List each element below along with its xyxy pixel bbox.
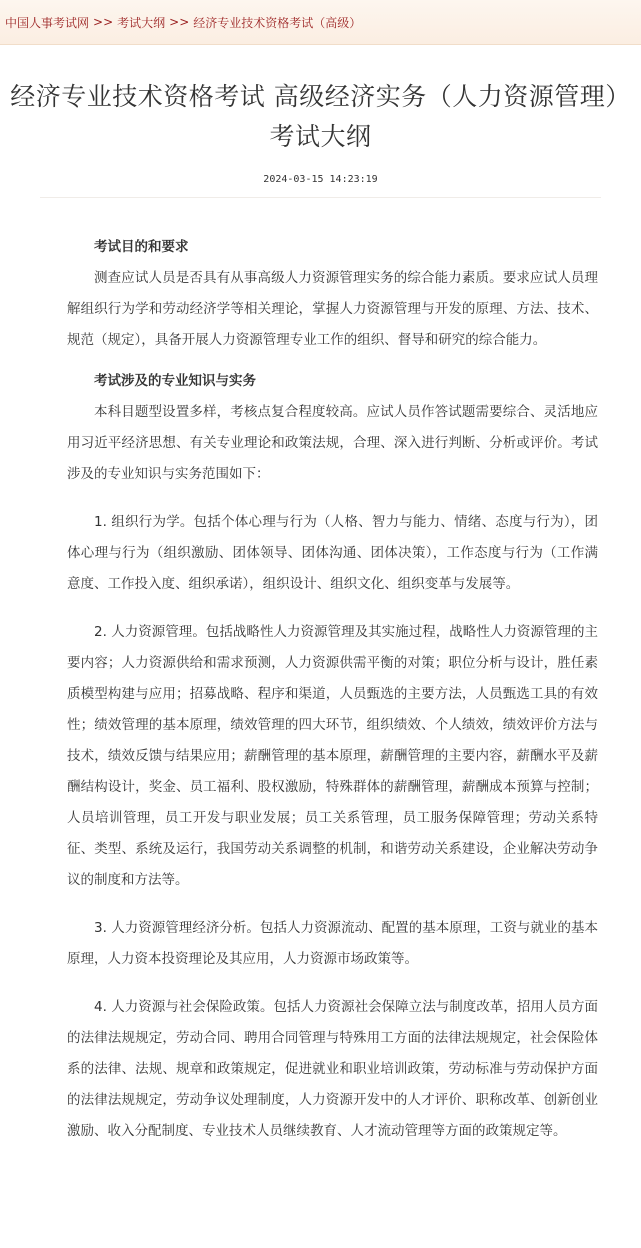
breadcrumb-exam-syllabus-link[interactable]: 考试大纲 — [117, 15, 166, 30]
breadcrumb — [0, 0, 641, 45]
section-heading-purpose: 考试目的和要求 — [94, 239, 189, 255]
publish-date: 2024-03-15 14:23:19 — [263, 174, 378, 185]
breadcrumb-home-link[interactable]: 中国人事考试网 — [5, 15, 90, 30]
paragraph-intro: 本科目题型设置多样，考核点复合程度较高。应试人员作答试题需要综合、灵活地应用习近平经济思想、有关专业理论和政策法规，合理、深入进行判断、分析或评价。考试涉及的专业知识与实务范围如下： — [67, 404, 598, 482]
list-item: 1. 组织行为学。包括个体心理与行为（人格、智力与能力、情绪、态度与行为），团体心理与行为（组织激励、团体领导、团体沟通、团体决策），工作态度与行为（工作满意度、工作投入度、组织承诺），组织设计、组织文化、组织变革与发展等。 — [67, 514, 598, 592]
section-heading-knowledge: 考试涉及的专业知识与实务 — [94, 373, 256, 389]
page-title: 经济专业技术资格考试 高级经济实务（人力资源管理） 考试大纲 — [10, 82, 631, 151]
breadcrumb-separator: >> — [93, 15, 114, 29]
list-item: 2. 人力资源管理。包括战略性人力资源管理及其实施过程，战略性人力资源管理的主要内容；人力资源供给和需求预测，人力资源供需平衡的对策；职位分析与设计，胜任素质模型构建与应用；招募战略、程序和渠道，人员甄选的主要方法，人员甄选工具的有效性；绩效管理的基本原理，绩效管理的四大环节，组织绩效、个人绩效，绩效评价方法与技术，绩效反馈与结果应用；薪酬管理的基本原理，薪酬管理的主要内容，薪酬水平及薪酬结构设计，奖金、员工福利、股权激励，特殊群体的薪酬管理，薪酬成本预算与控制；人员培训管理，员工开发与职业发展；员工关系管理，员工服务保障管理；劳动关系特征、类型、系统及运行，我国劳动关系调整的机制，和谐劳动关系建设，企业解决劳动争议的制度和方法等。 — [67, 624, 598, 888]
list-item: 3. 人力资源管理经济分析。包括人力资源流动、配置的基本原理，工资与就业的基本原理，人力资本投资理论及其应用，人力资源市场政策等。 — [67, 920, 598, 967]
paragraph-purpose: 测查应试人员是否具有从事高级人力资源管理实务的综合能力素质。要求应试人员理解组织行为学和劳动经济学等相关理论，掌握人力资源管理与开发的原理、方法、技术、规范（规定），具备开展人力资源管理专业工作的组织、督导和研究的综合能力。 — [67, 270, 598, 348]
breadcrumb-senior-economist-link[interactable]: 经济专业技术资格考试（高级） — [193, 15, 362, 30]
article-body — [0, 198, 641, 1147]
list-item: 4. 人力资源与社会保险政策。包括人力资源社会保障立法与制度改革，招用人员方面的法律法规规定，劳动合同、聘用合同管理与特殊用工方面的法律法规规定，社会保险体系的法律、法规、规章和政策规定，促进就业和职业培训政策，劳动标准与劳动保护方面的法律法规规定，劳动争议处理制度，人力资源开发中的人才评价、职称改革、创新创业激励、收入分配制度、专业技术人员继续教育、人才流动管理等方面的政策规定等。 — [67, 999, 598, 1139]
breadcrumb-separator: >> — [169, 15, 190, 29]
